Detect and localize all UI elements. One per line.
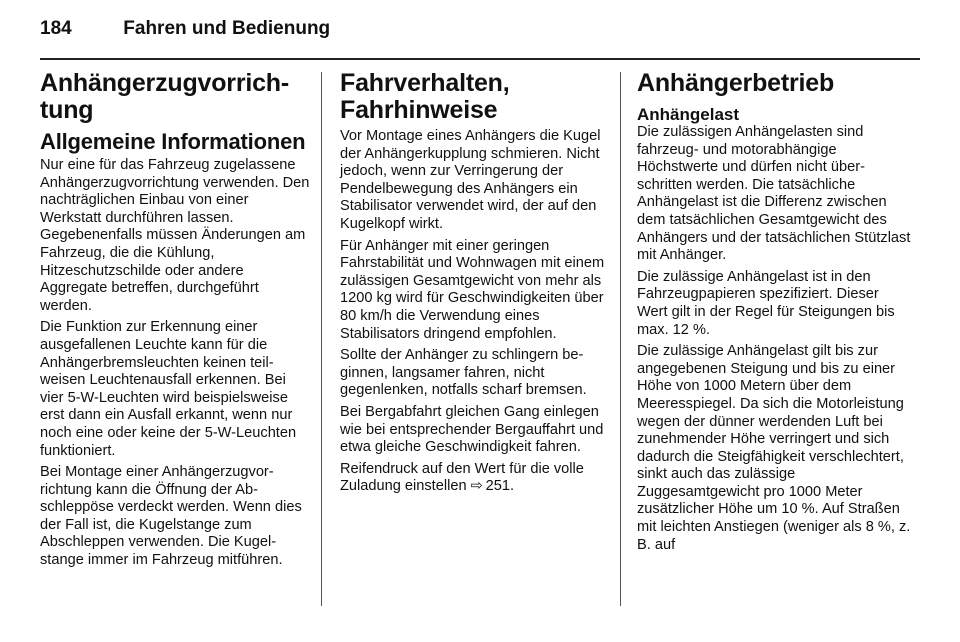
section-heading-fahrverhalten (340, 70, 612, 124)
column-divider-2 (620, 72, 621, 606)
page-number: 184 (40, 18, 72, 39)
heading-line-2: tung (40, 96, 94, 124)
column-divider-1 (321, 72, 322, 606)
paragraph: Die zulässige Anhängelast gilt bis zur angegebenen Steigung und bis zu einer Höhe von 1000 Metern über dem Meeresspiegel. Da sich die Motorleistung wegen der dünner werdenden Luft bei zunehmender Höhe verringert und sich dadurch die Steigfähigkeit verschlechtert, sinkt auch das zulässige Zuggesamtgewicht pro 1000 Meter zusätzlicher Höhe um 10 %. Auf Straßen mit leichten Anstiegen (weniger als 8 %, z. B. auf (637, 343, 911, 553)
paragraph-text: Reifendruck auf den Wert für die volle Zuladung einstellen (340, 460, 584, 495)
paragraph: Für Anhänger mit einer geringen Fahrstabilität und Wohnwagen mit einem zulässigen Gesamtgewicht von mehr als 1200 kg wird für Geschwindigkeiten über 80 km/h die Verwendung eines Stabilisators dringend empfohlen. (340, 237, 605, 342)
paragraph: Die zulässigen Anhängelasten sind fahrzeug- und motorabhängige Höchstwerte und dürfen nicht überschritten werden. Die tatsächliche Anhängelast ist die Differenz zwischen dem tatsächlichen Gesamtgewicht des Anhängers und der tatsächlichen Stützlast mit Anhänger. (637, 124, 911, 264)
page-reference-link[interactable]: 251. (481, 478, 515, 495)
column-2 (340, 70, 612, 500)
paragraph: Sollte der Anhänger zu schlingern beginnen, langsamer fahren, nicht gegenlenken, notfalls scharf bremsen. (340, 347, 587, 399)
column-1 (40, 70, 312, 574)
section-heading-anhaengerbetrieb: Anhängerbetrieb (637, 69, 835, 97)
subsection-heading-allgemeine-informationen: Allgemeine Informationen (40, 129, 306, 154)
paragraph: Bei Montage einer Anhängerzugvorrichtung kann die Öffnung der Abschleppöse verdeckt werden. Wenn dies der Fall ist, die Kugelstange zum Abschleppen verwenden. Die Kugelstange immer im Fahrzeug mitführen. (40, 464, 302, 569)
subsection-heading-anhaengelast: Anhängelast (637, 105, 740, 124)
header-title: Fahren und Bedienung (123, 18, 331, 39)
paragraph: Die zulässige Anhängelast ist in den Fahrzeugpapieren spezifiziert. Dieser Wert gilt in der Regel für Steigungen bis max. 12 %. (637, 268, 895, 338)
column-3 (637, 70, 913, 558)
paragraph: Die Funktion zur Erkennung einer ausgefallenen Leuchte kann für die Anhängerbremsleuchten keinen teilweisen Leuchtenausfall erkennen. Bei vier 5-W-Leuchten wird beispielsweise erst dann ein Ausfall erkannt, wenn nur noch eine oder keine der 5-W-Leuchten funktioniert. (40, 319, 297, 459)
heading-line-1: Anhängerzugvorrich- (40, 69, 289, 97)
paragraph: Bei Bergabfahrt gleichen Gang einlegen wie bei entsprechender Bergauffahrt und etwa gleiche Geschwindigkeit fahren. (340, 403, 604, 456)
paragraph: Vor Montage eines Anhängers die Kugel der Anhängerkupplung schmieren. Nicht jedoch, wenn zur Verringerung der Pendelbewegung des Anhängers ein Stabilisator verwendet wird, der auf den Kugelkopf wirkt. (340, 128, 601, 232)
section-heading-anhaengerzugvorrichtung (40, 70, 312, 124)
heading-line-2: Fahrhinweise (340, 96, 498, 124)
page-reference-arrow-icon[interactable]: ⇨ (470, 478, 483, 495)
page-header (40, 14, 920, 44)
heading-line-1: Fahrverhalten, (340, 69, 510, 97)
paragraph: Nur eine für das Fahrzeug zugelassene Anhängerzugvorrichtung verwenden. Den nachträglichen Einbau von einer Werkstatt durchführen lassen. Gegebenenfalls müssen Änderungen am Fahrzeug, die die Kühlung, Hitzeschutzschilde oder andere Aggregate betreffen, durchgeführt werden. (40, 157, 310, 314)
paragraph-reifendruck (340, 461, 612, 496)
header-rule (40, 58, 920, 60)
